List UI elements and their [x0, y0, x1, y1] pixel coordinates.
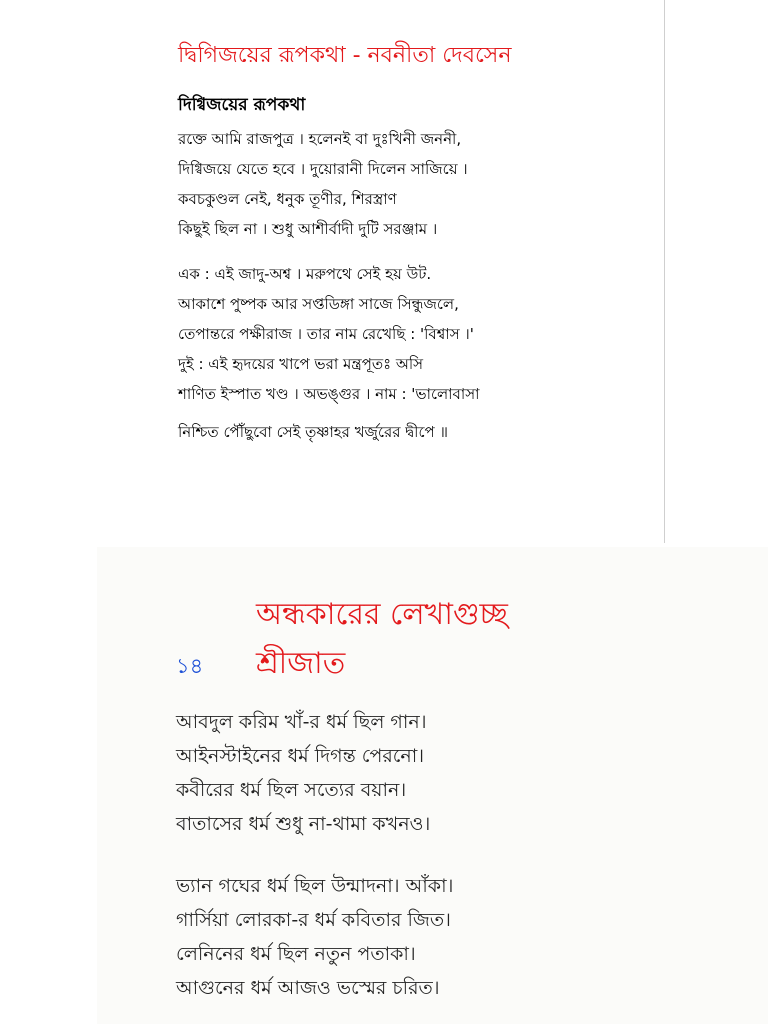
stanza-one [178, 124, 468, 244]
stanza-two [176, 869, 453, 1005]
poem-line: আকাশে পুষ্পক আর সপ্তডিঙ্গা সাজে সিন্ধুজলে, [178, 295, 459, 313]
stanza-two [178, 259, 479, 409]
stanza-one [176, 705, 430, 841]
poem-line: এক : এই জাদু-অশ্ব । মরুপথে সেই হয় উট. [178, 265, 432, 283]
poem-line: দুই : এই হৃদয়ের খাপে ভরা মন্ত্রপূতঃ অসি [178, 355, 424, 373]
author-name: শ্রীজাত [256, 646, 346, 681]
book-title: অন্ধকারের লেখাগুচ্ছ [256, 597, 508, 632]
poem-subheading: দিগ্বিজয়ের রূপকথা [178, 95, 306, 115]
poem-line: কিছুই ছিল না । শুধু আশীর্বাদী দুটি সরঞ্জাম । [178, 220, 438, 238]
poem-closing-line: নিশ্চিত পৌঁছুবো সেই তৃষ্ণাহর খর্জুরের দ্বীপে ॥ [178, 423, 448, 441]
poem-line: কবচকুণ্ডল নেই, ধনুক তূণীর, শিরস্ত্রাণ [178, 190, 397, 208]
poem-line: আগুনের ধর্ম আজও ভস্মের চরিত। [176, 977, 440, 999]
poem-title: দ্বিগিজয়ের রূপকথা - নবনীতা দেবসেন [178, 43, 512, 68]
poem-line: দিগ্বিজয়ে যেতে হবে । দুয়োরানী দিলেন সাজিয়ে । [178, 160, 468, 178]
poem-line: শাণিত ইস্পাত খণ্ড । অভঙ্গুর । নাম : 'ভালোবাসা [178, 385, 480, 403]
poem-line: আবদুল করিম খাঁ-র ধর্ম ছিল গান। [176, 711, 427, 733]
poem-line: ভ্যান গঘের ধর্ম ছিল উন্মাদনা। আঁকা। [176, 875, 454, 897]
poem-line: রক্তে আমি রাজপুত্র । হলেনই বা দুঃখিনী জননী, [178, 130, 462, 148]
page-edge-divider [664, 0, 665, 543]
bottom-poem-panel [97, 547, 768, 1024]
poem-line: কবীরের ধর্ম ছিল সত্যের বয়ান। [176, 779, 407, 801]
page-number: ১৪ [176, 654, 204, 678]
poem-line: বাতাসের ধর্ম শুধু না-থামা কখনও। [176, 813, 431, 835]
poem-line: গার্সিয়া লোরকা-র ধর্ম কবিতার জিত। [176, 909, 451, 931]
poem-line: তেপান্তরে পক্ষীরাজ । তার নাম রেখেছি : 'বিশ্বাস ।' [178, 325, 474, 343]
poem-line: আইনস্টাইনের ধর্ম দিগন্ত পেরনো। [176, 745, 425, 767]
poem-line: লেনিনের ধর্ম ছিল নতুন পতাকা। [176, 943, 416, 965]
